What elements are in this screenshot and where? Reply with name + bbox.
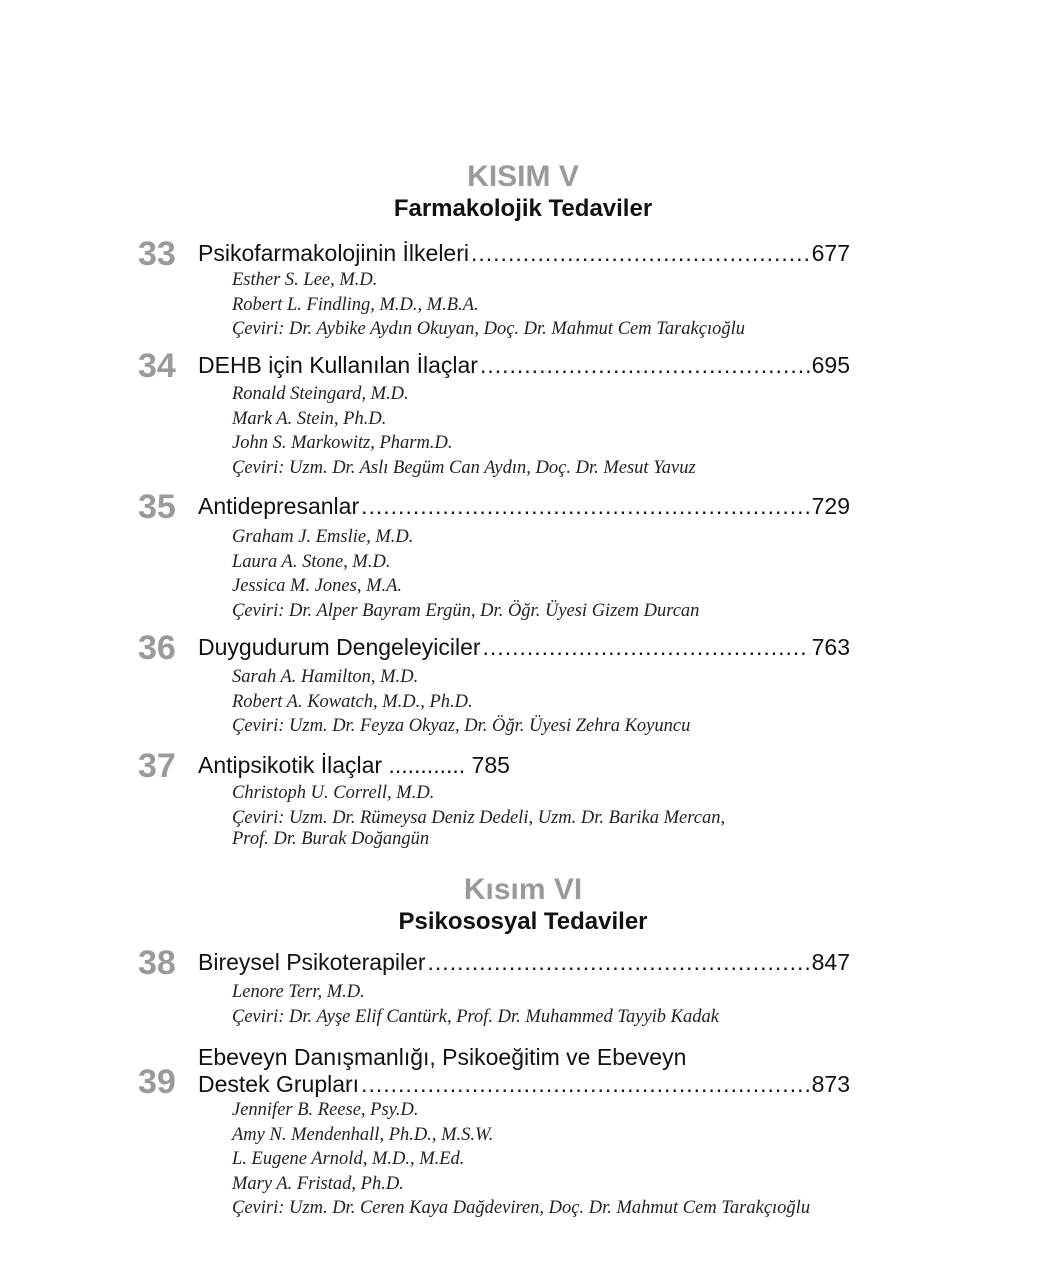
author: Mark A. Stein, Ph.D. (232, 408, 387, 429)
chapter-title-line-2-row (198, 1071, 850, 1098)
chapter-number: 38 (138, 944, 176, 982)
chapter-title: Antidepresanlar (198, 493, 360, 519)
translator: Çeviri: Dr. Alper Bayram Ergün, Dr. Öğr. Üyesi Gizem Durcan (232, 600, 700, 621)
author: Jessica M. Jones, M.A. (232, 576, 403, 596)
translator: Çeviri: Uzm. Dr. Feyza Okyaz, Dr. Öğr. Üyesi Zehra Koyuncu (232, 716, 691, 736)
author: Mary A. Fristad, Ph.D. (232, 1173, 404, 1194)
chapter-title-row[interactable] (198, 240, 850, 267)
translator: Çeviri: Dr. Aybike Aydın Okuyan, Doç. Dr. Mahmut Cem Tarakçıoğlu (232, 319, 745, 339)
author-list (232, 781, 872, 852)
author-list (232, 525, 872, 623)
author: Graham J. Emslie, M.D. (232, 527, 414, 547)
part-label: KISIM V (467, 160, 579, 193)
author: Esther S. Lee, M.D. (232, 270, 378, 290)
author-list (232, 665, 872, 739)
page-number: 677 (811, 240, 850, 266)
chapter-title: DEHB için Kullanılan İlaçlar (198, 352, 478, 378)
author: Ronald Steingard, M.D. (232, 384, 409, 404)
chapter-title: Psikofarmakolojinin İlkeleri (198, 240, 469, 266)
chapter-number: 34 (138, 347, 176, 385)
author-list (232, 268, 872, 342)
dot-leader (483, 634, 810, 661)
chapter-title-line-1: Ebeveyn Danışmanlığı, Psikoeğitim ve Ebeveyn (198, 1044, 687, 1070)
translator: Prof. Dr. Burak Doğangün (232, 829, 430, 849)
translator: Çeviri: Uzm. Dr. Ceren Kaya Dağdeviren, Doç. Dr. Mahmut Cem Tarakçıoğlu (232, 1198, 811, 1218)
author: Amy N. Mendenhall, Ph.D., M.S.W. (232, 1124, 494, 1145)
translator: Çeviri: Uzm. Dr. Rümeysa Deniz Dedeli, Uzm. Dr. Barika Mercan, (232, 807, 726, 828)
chapter-title-row[interactable] (198, 352, 850, 379)
dot-leader (361, 1071, 810, 1098)
author-list (232, 980, 872, 1029)
page-number: 695 (811, 352, 850, 378)
chapter-title: Duygudurum Dengeleyiciler (198, 634, 481, 660)
page-number: 785 (471, 752, 510, 778)
author-list (232, 1098, 872, 1221)
author: Sarah A. Hamilton, M.D. (232, 667, 419, 687)
dot-leader (480, 352, 810, 379)
part-title: Psikososyal Tedaviler (398, 908, 648, 935)
part-header (0, 160, 1046, 224)
page-number: 847 (811, 949, 850, 975)
chapter-title-line-2: Destek Grupları (198, 1071, 360, 1097)
chapter-title-row[interactable] (198, 949, 850, 976)
page-number: 873 (811, 1071, 850, 1097)
author-list (232, 382, 872, 480)
chapter-number: 33 (138, 235, 176, 273)
chapter-title-row[interactable] (198, 493, 850, 520)
translator: Çeviri: Uzm. Dr. Aslı Begüm Can Aydın, Doç. Dr. Mesut Yavuz (232, 457, 696, 478)
chapter-number: 35 (138, 488, 176, 526)
author: Jennifer B. Reese, Psy.D. (232, 1100, 419, 1120)
author: Robert A. Kowatch, M.D., Ph.D. (232, 691, 473, 712)
author: Christoph U. Correll, M.D. (232, 783, 435, 803)
page-number: 763 (811, 634, 850, 660)
dot-leader (428, 949, 810, 976)
translator: Çeviri: Dr. Ayşe Elif Cantürk, Prof. Dr. Muhammed Tayyib Kadak (232, 1006, 719, 1027)
chapter-number: 37 (138, 747, 176, 785)
chapter-number: 39 (138, 1063, 176, 1101)
part-header (0, 873, 1046, 937)
chapter-number: 36 (138, 629, 176, 667)
author: Laura A. Stone, M.D. (232, 551, 391, 572)
author: Robert L. Findling, M.D., M.B.A. (232, 294, 479, 315)
dot-leader (471, 240, 810, 267)
dot-leader: ............ (388, 752, 466, 778)
part-label: Kısım VI (463, 873, 583, 906)
page-number: 729 (811, 493, 850, 519)
chapter-title-row[interactable] (198, 752, 850, 779)
author: L. Eugene Arnold, M.D., M.Ed. (232, 1149, 465, 1169)
part-title: Farmakolojik Tedaviler (393, 195, 653, 222)
chapter-title-row[interactable] (198, 634, 850, 661)
dot-leader (361, 493, 810, 520)
author: John S. Markowitz, Pharm.D. (232, 433, 453, 453)
chapter-title-row[interactable] (198, 1044, 850, 1098)
chapter-title: Antipsikotik İlaçlar (198, 752, 383, 778)
chapter-title: Bireysel Psikoterapiler (198, 949, 426, 975)
author: Lenore Terr, M.D. (232, 982, 365, 1002)
